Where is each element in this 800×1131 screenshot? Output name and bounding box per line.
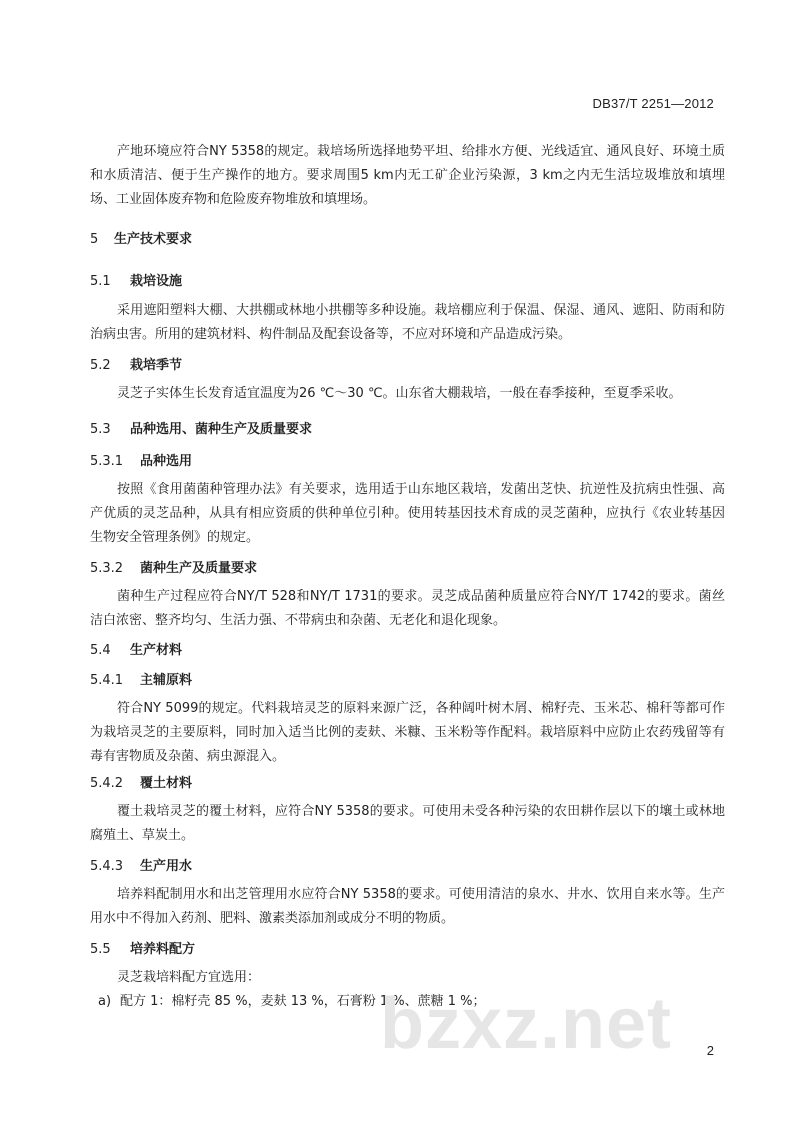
section-5-4-heading <box>90 639 182 658</box>
section-number: 5.3.2 <box>90 561 124 576</box>
section-5-4-1-heading <box>90 669 192 688</box>
section-title: 培养料配方 <box>130 942 196 957</box>
intro-block <box>90 140 725 212</box>
section-number: 5.4 <box>90 643 111 658</box>
section-5-1-heading <box>90 270 182 289</box>
section-title: 品种选用 <box>140 454 193 469</box>
section-number: 5.3.1 <box>90 454 124 469</box>
section-5-4-2-body <box>90 800 725 848</box>
section-number: 5 <box>90 232 99 247</box>
section-5-3-1-heading <box>90 450 192 469</box>
section-number: 5.4.1 <box>90 673 124 688</box>
section-number: 5.1 <box>90 274 111 289</box>
section-title: 生产材料 <box>130 643 183 658</box>
section-5-1-body <box>90 299 725 347</box>
section-5-3-2-body <box>90 585 725 633</box>
paragraph: 菌种生产过程应符合NY/T 528和NY/T 1731的要求。灵芝成品菌种质量应符合NY/T 1742的要求。菌丝洁白浓密、整齐均匀、生活力强、不带病虫和杂菌、无老化和退化现象。 <box>90 589 725 628</box>
section-number: 5.5 <box>90 942 111 957</box>
section-5-3-2-heading <box>90 557 257 576</box>
list-marker: a) <box>98 994 112 1009</box>
section-title: 生产用水 <box>140 859 193 874</box>
paragraph: 采用遮阳塑料大棚、大拱棚或林地小拱棚等多种设施。栽培棚应利于保温、保湿、通风、遮阳、防雨和防治病虫害。所用的建筑材料、构件制品及配套设备等，不应对环境和产品造成污染。 <box>90 303 725 342</box>
section-number: 5.4.3 <box>90 859 124 874</box>
list-item-text: 配方 1：棉籽壳 85 %，麦麸 13 %，石膏粉 1 %、蔗糖 1 %； <box>120 994 486 1009</box>
paragraph: 覆土栽培灵芝的覆土材料，应符合NY 5358的要求。可使用未受各种污染的农田耕作层以下的壤土或林地腐殖土、草炭土。 <box>90 804 725 843</box>
section-number: 5.3 <box>90 422 111 437</box>
section-5-4-2-heading <box>90 772 192 791</box>
paragraph: 符合NY 5099的规定。代料栽培灵芝的原料来源广泛，各种阔叶树木屑、棉籽壳、玉米芯、棉秆等都可作为栽培灵芝的主要原料，同时加入适当比例的麦麸、米糠、玉米粉等作配料。栽培原料中应防止农药残留等有毒有害物质及杂菌、病虫源混入。 <box>90 701 725 764</box>
section-5-5-heading <box>90 938 195 957</box>
section-5-3-heading <box>90 418 312 437</box>
section-5-heading <box>90 228 192 247</box>
section-5-3-1-body <box>90 478 725 550</box>
section-title: 栽培设施 <box>130 274 183 289</box>
intro-paragraph: 产地环境应符合NY 5358的规定。栽培场所选择地势平坦、给排水方便、光线适宜、通风良好、环境土质和水质清洁、便于生产操作的地方。要求周围5 km内无工矿企业污染源，3 km之内无生活垃圾堆放和填埋场、工业固体废弃物和危险废弃物堆放和填埋场。 <box>90 144 725 207</box>
section-5-4-3-heading <box>90 855 192 874</box>
section-number: 5.4.2 <box>90 776 124 791</box>
section-title: 覆土材料 <box>140 776 193 791</box>
section-number: 5.2 <box>90 358 111 373</box>
section-5-2-heading <box>90 354 182 373</box>
section-title: 品种选用、菌种生产及质量要求 <box>130 422 313 437</box>
section-title: 栽培季节 <box>130 358 183 373</box>
watermark: bzxz.net <box>380 984 673 1064</box>
paragraph: 灵芝子实体生长发育适宜温度为26 ℃～30 ℃。山东省大棚栽培，一般在春季接种，至夏季采收。 <box>117 386 682 401</box>
section-5-2-body <box>90 382 725 406</box>
section-title: 主辅原料 <box>140 673 193 688</box>
paragraph: 灵芝栽培料配方宜选用： <box>117 970 261 985</box>
page-number: 2 <box>706 1043 714 1058</box>
section-5-4-1-body <box>90 697 725 769</box>
paragraph: 培养料配制用水和出芝管理用水应符合NY 5358的要求。可使用清洁的泉水、井水、饮用自来水等。生产用水中不得加入药剂、肥料、激素类添加剂或成分不明的物质。 <box>90 887 725 926</box>
section-title: 菌种生产及质量要求 <box>140 561 258 576</box>
section-5-4-3-body <box>90 883 725 931</box>
paragraph: 按照《食用菌菌种管理办法》有关要求，选用适于山东地区栽培，发菌出芝快、抗逆性及抗病虫性强、高产优质的灵芝品种，从具有相应资质的供种单位引种。使用转基因技术育成的灵芝菌种，应执行《农业转基因生物安全管理条例》的规定。 <box>90 482 725 545</box>
section-title: 生产技术要求 <box>114 232 193 247</box>
standard-code: DB37/T 2251—2012 <box>592 96 714 111</box>
